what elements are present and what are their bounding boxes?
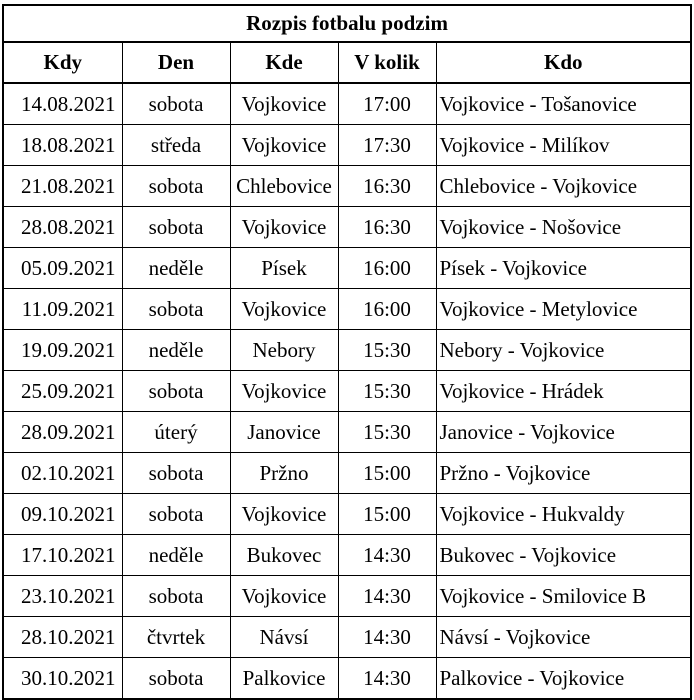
date-cell: 05.09.2021 <box>3 248 122 289</box>
day-cell: sobota <box>122 576 230 617</box>
table-row <box>3 453 691 494</box>
place-cell: Nebory <box>230 330 338 371</box>
time-cell: 16:30 <box>338 207 436 248</box>
match-cell: Vojkovice - Nošovice <box>436 207 691 248</box>
title-row <box>3 5 691 42</box>
day-cell: středa <box>122 125 230 166</box>
place-cell: Návsí <box>230 617 338 658</box>
day-cell: sobota <box>122 83 230 125</box>
day-cell: úterý <box>122 412 230 453</box>
table-body <box>3 83 691 699</box>
match-cell: Vojkovice - Metylovice <box>436 289 691 330</box>
column-header-v-kolik: V kolik <box>338 42 436 83</box>
match-cell: Janovice - Vojkovice <box>436 412 691 453</box>
day-cell: sobota <box>122 207 230 248</box>
time-cell: 16:30 <box>338 166 436 207</box>
match-cell: Vojkovice - Smilovice B <box>436 576 691 617</box>
time-cell: 17:00 <box>338 83 436 125</box>
match-cell: Vojkovice - Hrádek <box>436 371 691 412</box>
time-cell: 16:00 <box>338 289 436 330</box>
table-row <box>3 371 691 412</box>
date-cell: 28.08.2021 <box>3 207 122 248</box>
time-cell: 15:30 <box>338 371 436 412</box>
time-cell: 15:30 <box>338 412 436 453</box>
time-cell: 15:00 <box>338 494 436 535</box>
date-cell: 11.09.2021 <box>3 289 122 330</box>
date-cell: 23.10.2021 <box>3 576 122 617</box>
place-cell: Chlebovice <box>230 166 338 207</box>
date-cell: 18.08.2021 <box>3 125 122 166</box>
column-header-kde: Kde <box>230 42 338 83</box>
date-cell: 25.09.2021 <box>3 371 122 412</box>
table-row <box>3 412 691 453</box>
match-cell: Bukovec - Vojkovice <box>436 535 691 576</box>
day-cell: sobota <box>122 658 230 700</box>
place-cell: Vojkovice <box>230 576 338 617</box>
time-cell: 15:30 <box>338 330 436 371</box>
day-cell: čtvrtek <box>122 617 230 658</box>
day-cell: sobota <box>122 371 230 412</box>
time-cell: 14:30 <box>338 576 436 617</box>
date-cell: 19.09.2021 <box>3 330 122 371</box>
place-cell: Vojkovice <box>230 289 338 330</box>
day-cell: sobota <box>122 166 230 207</box>
time-cell: 17:30 <box>338 125 436 166</box>
place-cell: Pržno <box>230 453 338 494</box>
match-cell: Písek - Vojkovice <box>436 248 691 289</box>
date-cell: 14.08.2021 <box>3 83 122 125</box>
day-cell: sobota <box>122 289 230 330</box>
match-cell: Chlebovice - Vojkovice <box>436 166 691 207</box>
column-header-kdo: Kdo <box>436 42 691 83</box>
place-cell: Vojkovice <box>230 125 338 166</box>
match-cell: Vojkovice - Milíkov <box>436 125 691 166</box>
table-row <box>3 330 691 371</box>
table-row <box>3 576 691 617</box>
table-row <box>3 658 691 700</box>
table-row <box>3 125 691 166</box>
time-cell: 15:00 <box>338 453 436 494</box>
day-cell: sobota <box>122 494 230 535</box>
date-cell: 09.10.2021 <box>3 494 122 535</box>
time-cell: 16:00 <box>338 248 436 289</box>
table-row <box>3 83 691 125</box>
place-cell: Vojkovice <box>230 83 338 125</box>
date-cell: 30.10.2021 <box>3 658 122 700</box>
date-cell: 28.09.2021 <box>3 412 122 453</box>
column-header-kdy: Kdy <box>3 42 122 83</box>
time-cell: 14:30 <box>338 617 436 658</box>
time-cell: 14:30 <box>338 535 436 576</box>
place-cell: Vojkovice <box>230 371 338 412</box>
date-cell: 17.10.2021 <box>3 535 122 576</box>
schedule-table <box>2 4 692 700</box>
date-cell: 02.10.2021 <box>3 453 122 494</box>
table-row <box>3 617 691 658</box>
place-cell: Vojkovice <box>230 494 338 535</box>
match-cell: Vojkovice - Tošanovice <box>436 83 691 125</box>
place-cell: Písek <box>230 248 338 289</box>
table-row <box>3 494 691 535</box>
match-cell: Nebory - Vojkovice <box>436 330 691 371</box>
date-cell: 28.10.2021 <box>3 617 122 658</box>
day-cell: neděle <box>122 248 230 289</box>
table-title: Rozpis fotbalu podzim <box>3 5 691 42</box>
table-row <box>3 166 691 207</box>
table-row <box>3 248 691 289</box>
match-cell: Palkovice - Vojkovice <box>436 658 691 700</box>
time-cell: 14:30 <box>338 658 436 700</box>
table-row <box>3 207 691 248</box>
day-cell: neděle <box>122 535 230 576</box>
match-cell: Pržno - Vojkovice <box>436 453 691 494</box>
place-cell: Palkovice <box>230 658 338 700</box>
day-cell: neděle <box>122 330 230 371</box>
table-row <box>3 289 691 330</box>
match-cell: Vojkovice - Hukvaldy <box>436 494 691 535</box>
table-row <box>3 535 691 576</box>
date-cell: 21.08.2021 <box>3 166 122 207</box>
match-cell: Návsí - Vojkovice <box>436 617 691 658</box>
place-cell: Vojkovice <box>230 207 338 248</box>
column-header-den: Den <box>122 42 230 83</box>
header-row <box>3 42 691 83</box>
place-cell: Janovice <box>230 412 338 453</box>
day-cell: sobota <box>122 453 230 494</box>
place-cell: Bukovec <box>230 535 338 576</box>
